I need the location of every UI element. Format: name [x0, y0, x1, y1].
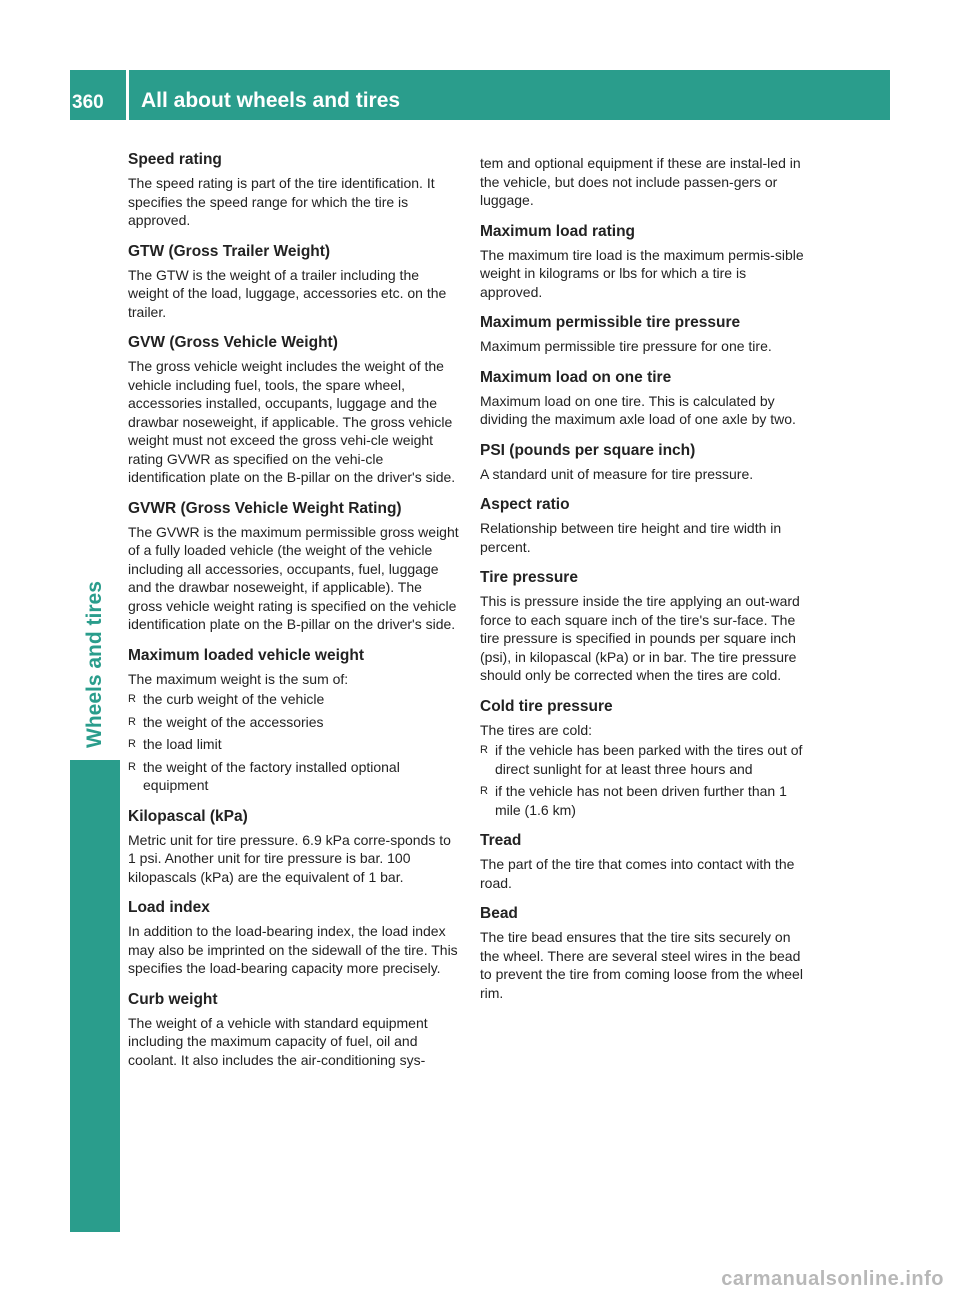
- section-body-aspect: Relationship between tire height and tire width in percent.: [480, 520, 782, 555]
- section-body-gvw: The gross vehicle weight includes the weight of the vehicle including fuel, tools, the spare wheel, accessories installed, occupants, luggage and the drawbar noseweight, if applicable. The gross vehicle weight must not exceed the gross vehi-cle weight rating GVWR as specified on the vehi-cle identification plate on the B-pillar on the driver's side.: [128, 358, 456, 485]
- section-body-max-load-one: Maximum load on one tire. This is calculated by dividing the maximum axle load of one axle by two.: [480, 392, 796, 427]
- side-tab-label: Wheels and tires: [83, 581, 106, 749]
- bullet-icon: R: [128, 693, 136, 705]
- section-heading-max-load-rating: Maximum load rating: [480, 222, 636, 240]
- watermark-text: carmanualsonline.info: [721, 1268, 944, 1290]
- section-heading-aspect: Aspect ratio: [480, 496, 570, 513]
- page-title: All about wheels and tires: [141, 89, 401, 112]
- section-heading-kpa: Kilopascal (kPa): [128, 807, 248, 825]
- left-column: [128, 150, 460, 1069]
- list-item: R if the vehicle has been parked with the tires out of direct sunlight for at least three hours and: [480, 742, 803, 777]
- section-body-gtw: The GTW is the weight of a trailer including the weight of the load, luggage, accessories etc. on the trailer.: [128, 266, 447, 320]
- list-item: R the curb weight of the vehicle: [128, 691, 325, 707]
- side-block: [70, 760, 120, 1232]
- section-body-tire-pressure: This is pressure inside the tire applying an out-ward force to each square inch of the tire's sur-face. The tire pressure is specified in pounds per square inch (psi), in kilopascal (kPa) or in bar. The tire pressure should only be corrected when the tires are cold.: [480, 593, 800, 683]
- bullet-icon: R: [128, 715, 136, 728]
- section-body-psi: A standard unit of measure for tire pressure.: [480, 465, 754, 482]
- section-heading-gvwr: GVWR (Gross Vehicle Weight Rating): [128, 499, 402, 517]
- section-body-tread: The part of the tire that comes into contact with the road.: [480, 856, 795, 891]
- section-heading-bead: Bead: [480, 905, 518, 922]
- section-heading-psi: PSI (pounds per square inch): [480, 441, 696, 459]
- section-body-load-index: In addition to the load-bearing index, the load index may also be imprinted on the sidewall of the tire. This specifies the load-bearing capacity more precisely.: [128, 923, 458, 976]
- section-intro-cold: The tires are cold:: [480, 721, 593, 738]
- side-tab: [70, 581, 120, 749]
- section-body-kpa: Metric unit for tire pressure. 6.9 kPa corre-sponds to 1 psi. Another unit for tire pressure is bar. 100 kilopascals (kPa) are the equivalent of 1 bar.: [128, 831, 451, 885]
- section-heading-max-load-one: Maximum load on one tire: [480, 368, 672, 386]
- header-divider: [126, 70, 129, 120]
- section-heading-speed-rating: Speed rating: [128, 151, 222, 168]
- section-heading-max-pressure: Maximum permissible tire pressure: [480, 314, 741, 331]
- section-heading-gvw: GVW (Gross Vehicle Weight): [128, 334, 338, 351]
- bullet-icon: R: [480, 785, 488, 797]
- section-body-gvwr: The GVWR is the maximum permissible gross weight of a fully loaded vehicle (the weight of the vehicle including all accessories, occupants, fuel, luggage and the drawbar noseweight, if applicable). The gross vehicle weight rating is specified on the vehicle identification plate on the B-pillar on the driver's side.: [128, 523, 459, 632]
- right-column: [480, 150, 812, 1002]
- section-heading-tire-pressure: Tire pressure: [480, 569, 578, 586]
- section-body-curb-weight-cont: tem and optional equipment if these are instal-led in the vehicle, but does not include passen-gers or luggage.: [480, 155, 801, 208]
- list-item: R the load limit: [128, 736, 222, 752]
- page-number: 360: [72, 92, 104, 113]
- section-body-max-load-rating: The maximum tire load is the maximum permis-sible weight in kilograms or lbs for which a tire is approved.: [480, 246, 804, 300]
- list-item: R if the vehicle has not been driven further than 1 mile (1.6 km): [480, 783, 787, 818]
- bullet-icon: R: [128, 738, 136, 750]
- section-heading-max-loaded: Maximum loaded vehicle weight: [128, 646, 365, 664]
- bullet-icon: R: [128, 760, 136, 773]
- bullet-icon: R: [480, 744, 488, 756]
- section-body-max-pressure: Maximum permissible tire pressure for one tire.: [480, 338, 772, 354]
- section-heading-cold: Cold tire pressure: [480, 697, 613, 715]
- section-body-bead: The tire bead ensures that the tire sits securely on the wheel. There are several steel wires in the bead to prevent the tire from coming loose from the wheel rim.: [480, 929, 803, 1001]
- list-item: R the weight of the factory installed optional equipment: [128, 758, 400, 793]
- section-body-speed-rating: The speed rating is part of the tire identification. It specifies the speed range for which the tire is approved.: [128, 175, 435, 228]
- section-body-curb-weight: The weight of a vehicle with standard equipment including the maximum capacity of fuel, oil and coolant. It also includes the air-conditioning sys-: [128, 1014, 428, 1068]
- section-heading-gtw: GTW (Gross Trailer Weight): [128, 242, 331, 260]
- section-heading-load-index: Load index: [128, 899, 210, 916]
- list-item: R the weight of the accessories: [128, 713, 324, 730]
- section-heading-tread: Tread: [480, 832, 522, 849]
- bullet-list-cold: [480, 741, 812, 819]
- section-heading-curb-weight: Curb weight: [128, 990, 218, 1008]
- section-intro-max-loaded: The maximum weight is the sum of:: [128, 670, 349, 687]
- bullet-list-max-loaded: [128, 690, 460, 795]
